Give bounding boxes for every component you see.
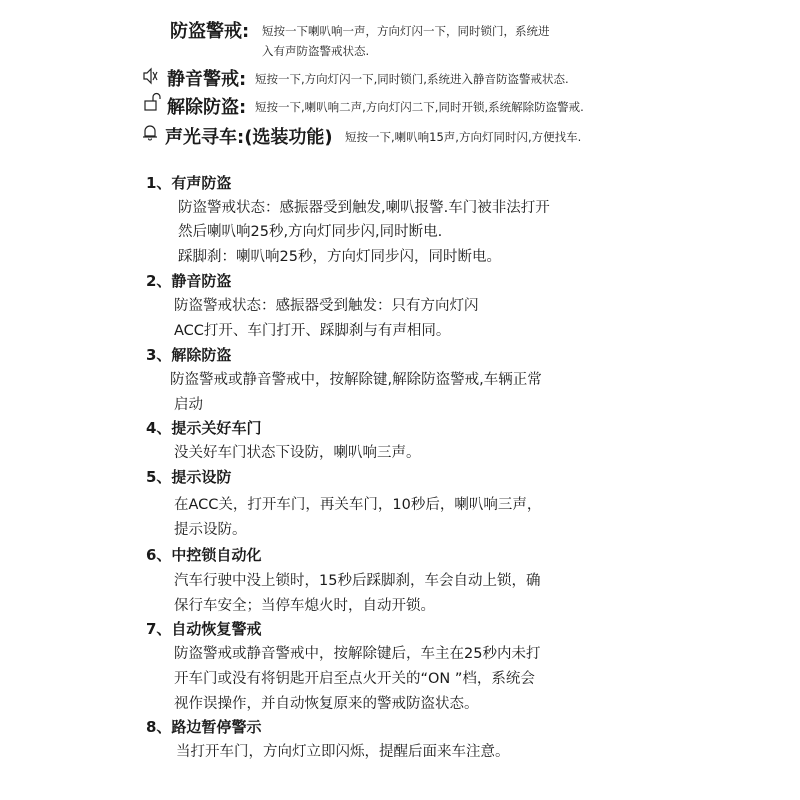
section-6-line-2: 保行车安全；当停车熄火时，自动开锁。 [174, 598, 435, 614]
mode-find-car-title: 声光寻车:(选装功能) [165, 127, 333, 148]
mode-arm-desc-line-1: 短按一下喇叭响一声，方向灯闪一下，同时锁门，系统进 [262, 24, 550, 38]
section-2-line-1: 防盗警戒状态：感振器受到触发：只有方向灯闪 [174, 298, 479, 314]
mode-disarm-title: 解除防盗: [167, 97, 247, 118]
section-6-title: 6、中控锁自动化 [146, 546, 262, 564]
section-5-title: 5、提示设防 [146, 468, 232, 486]
section-4-line-1: 没关好车门状态下设防，喇叭响三声。 [174, 445, 421, 461]
section-7-line-3: 视作误操作，并自动恢复原来的警戒防盗状态。 [174, 696, 479, 712]
section-8-title: 8、路边暂停警示 [146, 718, 262, 736]
section-3-line-1: 防盗警戒或静音警戒中，按解除键,解除防盗警戒,车辆正常 [170, 372, 542, 388]
section-2-line-2: ACC打开、车门打开、踩脚刹与有声相同。 [174, 323, 451, 339]
mode-find-car-desc: 短按一下,喇叭响15声,方向灯同时闪,方便找车. [345, 130, 582, 144]
section-2-title: 2、静音防盗 [146, 272, 232, 290]
section-1-line-3: 踩脚刹：喇叭响25秒，方向灯同步闪，同时断电。 [178, 249, 501, 265]
bell-icon [140, 122, 160, 142]
mode-arm-title: 防盗警戒: [170, 21, 250, 42]
mode-silent-desc: 短按一下,方向灯闪一下,同时锁门,系统进入静音防盗警戒状态. [255, 72, 569, 86]
section-6-line-1: 汽车行驶中没上锁时，15秒后踩脚刹，车会自动上锁，确 [174, 573, 541, 589]
section-1-title: 1、有声防盗 [146, 174, 232, 192]
mode-arm-desc-line-2: 入有声防盗警戒状态. [262, 44, 370, 58]
section-5-line-1: 在ACC关，打开车门，再关车门，10秒后，喇叭响三声， [174, 497, 542, 513]
section-5-line-2: 提示设防。 [174, 522, 247, 538]
section-7-line-2: 开车门或没有将钥匙开启至点火开关的“ON ”档，系统会 [174, 671, 535, 687]
section-7-title: 7、自动恢复警戒 [146, 620, 262, 638]
section-7-line-1: 防盗警戒或静音警戒中，按解除键后，车主在25秒内未打 [174, 646, 541, 662]
mode-disarm-desc: 短按一下,喇叭响二声,方向灯闪二下,同时开锁,系统解除防盗警戒. [255, 100, 584, 114]
mode-silent-title: 静音警戒: [167, 69, 247, 90]
unlock-icon [142, 92, 162, 112]
section-8-line-1: 当打开车门，方向灯立即闪烁，提醒后面来车注意。 [176, 744, 510, 760]
section-3-title: 3、解除防盗 [146, 346, 232, 364]
section-3-line-2: 启动 [174, 397, 203, 413]
section-1-line-1: 防盗警戒状态：感振器受到触发,喇叭报警.车门被非法打开 [178, 200, 550, 216]
section-4-title: 4、提示关好车门 [146, 419, 262, 437]
section-1-line-2: 然后喇叭响25秒,方向灯同步闪,同时断电. [178, 224, 443, 240]
speaker-mute-icon [140, 66, 160, 86]
